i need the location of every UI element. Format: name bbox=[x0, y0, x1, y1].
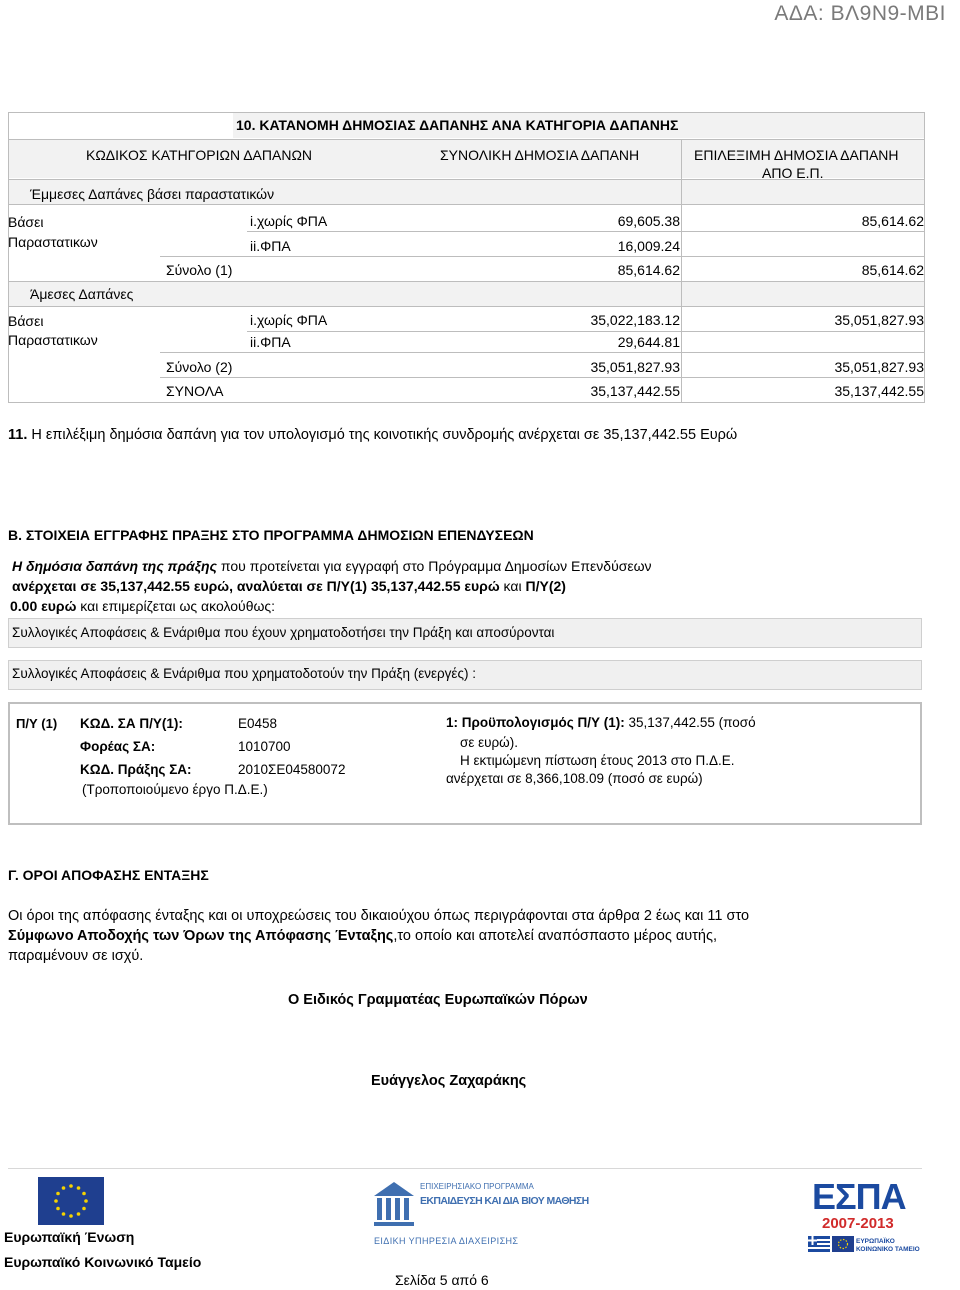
indirect-title: Έμμεσες Δαπάνες βάσει παραστατικών bbox=[30, 186, 275, 202]
section-11-body: Η επιλέξιμη δημόσια δαπάνη για τον υπολογισμό της κοινοτικής συνδρομής ανέρχεται σε 35,137,442.55 Ευρώ bbox=[27, 427, 738, 443]
py1-label: Π/Υ (1) bbox=[16, 716, 58, 731]
section-g-paragraph bbox=[8, 906, 938, 966]
dir-row1-label: i.χωρίς ΦΠΑ bbox=[250, 312, 328, 328]
ind-row1-eligible: 85,614.62 bbox=[861, 213, 924, 229]
sum1-eligible: 85,614.62 bbox=[861, 262, 924, 278]
budget-line bbox=[446, 714, 756, 732]
terms-line-3: παραμένουν σε ισχύ. bbox=[8, 948, 144, 964]
ada-code: ΑΔΑ: ΒΛ9Ν9-ΜΒΙ bbox=[774, 2, 946, 25]
col-eligible-2: ΑΠΟ Ε.Π. bbox=[762, 165, 824, 181]
col-eligible: ΕΠΙΛΕΞΙΜΗ ΔΗΜΟΣΙΑ ΔΑΠΑΝΗ bbox=[694, 147, 899, 163]
espa-fund: ΕΥΡΩΠΑΪΚΟ ΚΟΙΝΩΝΙΚΟ ΤΑΜΕΙΟ bbox=[856, 1238, 920, 1253]
totals-total: 35,137,442.55 bbox=[590, 383, 680, 399]
totals-eligible: 35,137,442.55 bbox=[834, 383, 924, 399]
ind-row2-label: ii.ΦΠΑ bbox=[250, 238, 291, 254]
program-logo-line-3: ΕΙΔΙΚΗ ΥΠΗΡΕΣΙΑ ΔΙΑΧΕΙΡΙΣΗΣ bbox=[374, 1236, 519, 1246]
totals-label: ΣΥΝΟΛΑ bbox=[166, 383, 224, 399]
basis-label: Βάσει bbox=[8, 313, 44, 329]
estimate-line-2: ανέρχεται σε 8,366,108.09 (ποσό σε ευρώ) bbox=[446, 771, 703, 786]
greek-flag-icon bbox=[808, 1236, 830, 1252]
kod-sa-value: Ε0458 bbox=[238, 716, 278, 731]
public-expense-text: που προτείνεται για εγγραφή στο Πρόγραμμα Δημοσίων Επενδύσεων bbox=[216, 558, 652, 574]
col-codes: ΚΩΔΙΚΟΣ ΚΑΤΗΓΟΡΙΩΝ ΔΑΠΑΝΩΝ bbox=[86, 147, 313, 163]
agreement-rest: ,το οποίο και αποτελεί αναπόσπαστο μέρος αυτής, bbox=[393, 928, 717, 944]
espa-years: 2007-2013 bbox=[822, 1215, 894, 1232]
dir-row1-eligible: 35,051,827.93 bbox=[834, 312, 924, 328]
sum2-label: Σύνολο (2) bbox=[166, 359, 233, 375]
sum2-total: 35,051,827.93 bbox=[590, 359, 680, 375]
basis-label: Βάσει bbox=[8, 214, 44, 230]
ind-row2-total: 16,009.24 bbox=[617, 238, 680, 254]
eu-label: Ευρωπαϊκή Ένωση bbox=[4, 1229, 135, 1245]
decisions-active-label: Συλλογικές Αποφάσεις & Ενάριθμα που χρηματοδοτούν την Πράξη (ενεργές) : bbox=[12, 666, 476, 681]
kod-praxis-label: ΚΩΔ. Πράξης ΣΑ: bbox=[80, 762, 192, 777]
page-number: Σελίδα 5 από 6 bbox=[395, 1272, 489, 1288]
esf-label: Ευρωπαϊκό Κοινωνικό Ταμείο bbox=[4, 1254, 202, 1270]
section-11-text bbox=[8, 426, 737, 444]
signatory-role: Ο Ειδικός Γραμματέας Ευρωπαϊκών Πόρων bbox=[288, 992, 588, 1008]
signatory-name: Ευάγγελος Ζαχαράκης bbox=[371, 1073, 527, 1089]
footer-rule bbox=[8, 1168, 922, 1169]
table-title: 10. ΚΑΤΑΝΟΜΗ ΔΗΜΟΣΙΑΣ ΔΑΠΑΝΗΣ ΑΝΑ ΚΑΤΗΓΟΡΙΑ ΔΑΠΑΝΗΣ bbox=[236, 117, 679, 133]
section-g-title: Γ. ΟΡΟΙ ΑΠΟΦΑΣΗΣ ΕΝΤΑΞΗΣ bbox=[8, 867, 209, 883]
kod-praxis-value: 2010ΣΕ04580072 bbox=[238, 762, 346, 777]
espa-logo bbox=[808, 1176, 928, 1266]
py1-bottom-border bbox=[8, 823, 922, 825]
section-b-paragraph bbox=[12, 556, 912, 616]
estimate-line-1: Η εκτιμώμενη πίστωση έτους 2013 στο Π.Δ.Ε. bbox=[460, 753, 735, 768]
program-logo-line-2: ΕΚΠΑΙΔΕΥΣΗ ΚΑΙ ΔΙΑ ΒΙΟΥ ΜΑΘΗΣΗ bbox=[420, 1195, 589, 1207]
py1-top-border bbox=[8, 702, 922, 704]
sum1-label: Σύνολο (1) bbox=[166, 262, 233, 278]
direct-title-bar bbox=[8, 282, 925, 306]
kod-sa-label: ΚΩΔ. ΣΑ Π/Υ(1): bbox=[80, 716, 183, 731]
budget-label: 1: Προϋπολογισμός Π/Υ (1): bbox=[446, 715, 625, 730]
basis-label-2: Παραστατικων bbox=[8, 234, 98, 250]
eu-flag-icon bbox=[38, 1177, 104, 1225]
ind-row1-label: i.χωρίς ΦΠΑ bbox=[250, 213, 328, 229]
py2-amount: 0.00 ευρώ bbox=[10, 598, 77, 614]
foreas-value: 1010700 bbox=[238, 739, 291, 754]
dir-row1-total: 35,022,183.12 bbox=[590, 312, 680, 328]
basis-label-2: Παραστατικων bbox=[8, 332, 98, 348]
espa-wordmark: ΕΣΠΑ bbox=[812, 1176, 906, 1217]
py2-label: Π/Υ(2) bbox=[525, 578, 566, 594]
program-logo bbox=[372, 1178, 589, 1254]
dir-row2-label: ii.ΦΠΑ bbox=[250, 334, 291, 350]
agreement-title: Σύμφωνο Αποδοχής των Όρων της Απόφασης Ένταξης bbox=[8, 928, 394, 944]
ind-row1-total: 69,605.38 bbox=[617, 213, 680, 229]
sum2-eligible: 35,051,827.93 bbox=[834, 359, 924, 375]
budget-cont: σε ευρώ). bbox=[460, 735, 518, 750]
direct-title: Άμεσες Δαπάνες bbox=[30, 286, 134, 302]
eu-mini-flag-icon bbox=[832, 1236, 854, 1252]
col-total: ΣΥΝΟΛΙΚΗ ΔΗΜΟΣΙΑ ΔΑΠΑΝΗ bbox=[440, 147, 640, 163]
allocation-text: και επιμερίζεται ως ακολούθως: bbox=[76, 598, 276, 614]
decisions-funded-label: Συλλογικές Αποφάσεις & Ενάριθμα που έχουν χρηματοδοτήσει την Πράξη και αποσύρονται bbox=[12, 625, 555, 640]
terms-line-1: Οι όροι της απόφασης ένταξης και οι υποχρεώσεις του δικαιούχου όπως περιγράφονται στα άρθρα 2 έως και 11 στο bbox=[8, 908, 750, 924]
section-11-number: 11. bbox=[8, 427, 28, 443]
budget-value: 35,137,442.55 (ποσό bbox=[624, 715, 756, 730]
and-word: και bbox=[499, 578, 526, 594]
public-expense-phrase: Η δημόσια δαπάνη της πράξης bbox=[12, 558, 217, 574]
program-logo-line-1: ΕΠΙΧΕΙΡΗΣΙΑΚΟ ΠΡΟΓΡΑΜΜΑ bbox=[420, 1182, 534, 1191]
dir-row2-total: 29,644.81 bbox=[617, 334, 680, 350]
foreas-label: Φορέας ΣΑ: bbox=[80, 739, 156, 754]
section-b-title: Β. ΣΤΟΙΧΕΙΑ ΕΓΓΡΑΦΗΣ ΠΡΑΞΗΣ ΣΤΟ ΠΡΟΓΡΑΜΜΑ ΔΗΜΟΣΙΩΝ ΕΠΕΝΔΥΣΕΩΝ bbox=[8, 527, 534, 543]
amount-analysis: ανέρχεται σε 35,137,442.55 ευρώ, αναλύεται σε Π/Υ(1) 35,137,442.55 ευρώ bbox=[12, 578, 500, 594]
sum1-total: 85,614.62 bbox=[617, 262, 680, 278]
modified-project: (Τροποποιούμενο έργο Π.Δ.Ε.) bbox=[82, 782, 268, 797]
